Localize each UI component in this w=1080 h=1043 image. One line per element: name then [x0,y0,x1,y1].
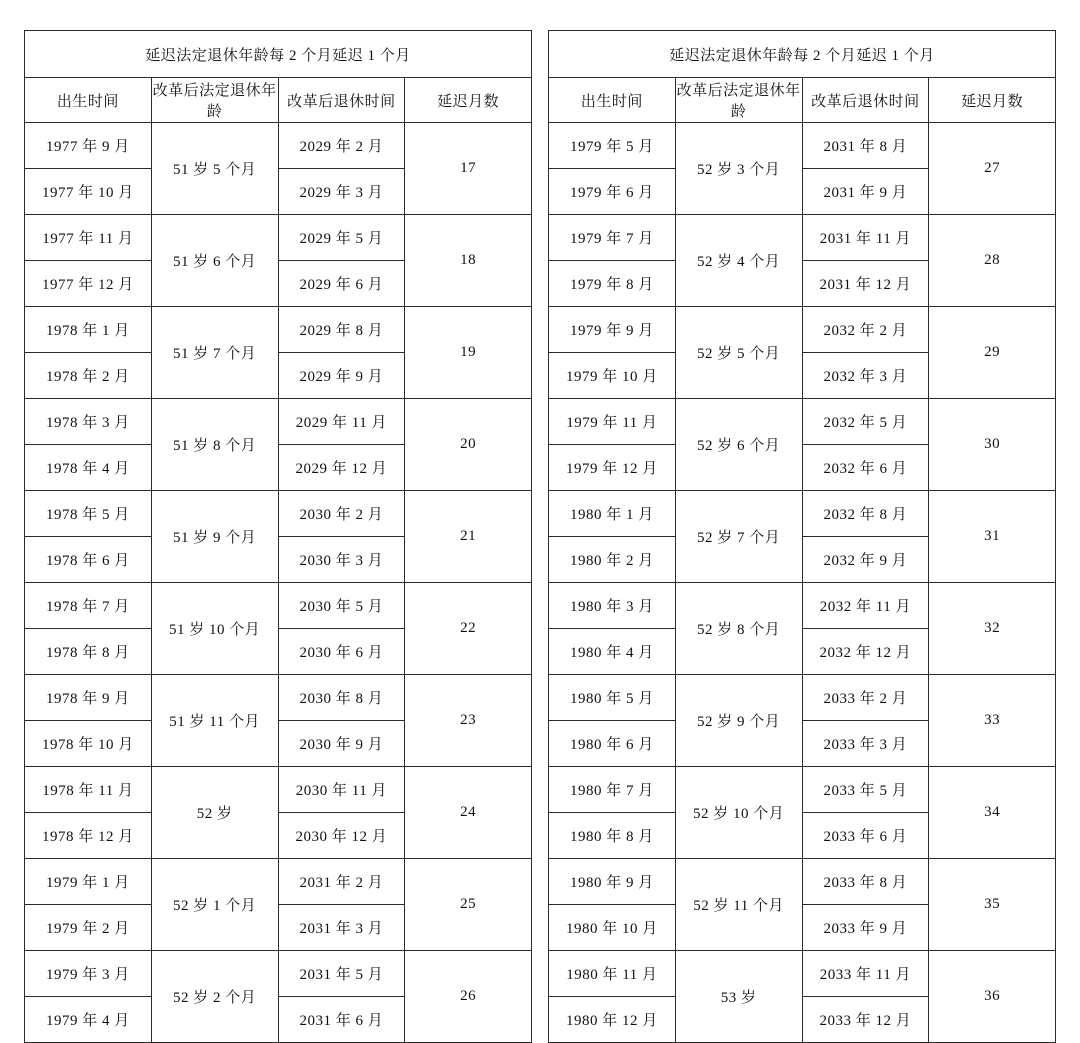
cell-birth: 1979 年 5 月 [549,123,676,169]
table-title-row [25,31,532,78]
cell-birth: 1979 年 8 月 [549,261,676,307]
cell-retirement-time: 2029 年 3 月 [278,169,405,215]
table-row [549,675,1056,721]
cell-delay-months: 17 [405,123,532,215]
table-row [549,491,1056,537]
cell-retirement-time: 2030 年 12 月 [278,813,405,859]
cell-birth: 1979 年 2 月 [25,905,152,951]
table-row [25,675,532,721]
table-header-row [25,78,532,123]
table-row [549,859,1056,905]
cell-birth: 1978 年 3 月 [25,399,152,445]
table-title: 延迟法定退休年龄每 2 个月延迟 1 个月 [549,31,1056,78]
cell-delay-months: 22 [405,583,532,675]
cell-birth: 1980 年 1 月 [549,491,676,537]
cell-retirement-time: 2033 年 2 月 [802,675,929,721]
cell-retirement-age: 51 岁 7 个月 [151,307,278,399]
cell-retirement-age: 52 岁 1 个月 [151,859,278,951]
table-header-row [549,78,1056,123]
column-header-retirement-time: 改革后退休时间 [278,78,405,123]
column-header-birth: 出生时间 [25,78,152,123]
cell-birth: 1980 年 7 月 [549,767,676,813]
cell-retirement-time: 2029 年 5 月 [278,215,405,261]
cell-birth: 1979 年 4 月 [25,997,152,1043]
cell-retirement-age: 51 岁 10 个月 [151,583,278,675]
cell-retirement-time: 2033 年 12 月 [802,997,929,1043]
cell-retirement-time: 2030 年 6 月 [278,629,405,675]
cell-delay-months: 23 [405,675,532,767]
cell-retirement-age: 52 岁 7 个月 [675,491,802,583]
cell-retirement-age: 52 岁 8 个月 [675,583,802,675]
cell-retirement-time: 2029 年 6 月 [278,261,405,307]
cell-retirement-time: 2031 年 3 月 [278,905,405,951]
cell-retirement-time: 2029 年 2 月 [278,123,405,169]
table-row [549,123,1056,169]
table-row [25,307,532,353]
cell-birth: 1978 年 5 月 [25,491,152,537]
cell-retirement-age: 52 岁 5 个月 [675,307,802,399]
cell-retirement-time: 2033 年 3 月 [802,721,929,767]
cell-birth: 1977 年 11 月 [25,215,152,261]
cell-birth: 1978 年 2 月 [25,353,152,399]
cell-birth: 1978 年 8 月 [25,629,152,675]
table-row [25,583,532,629]
cell-retirement-time: 2033 年 8 月 [802,859,929,905]
cell-retirement-time: 2030 年 2 月 [278,491,405,537]
cell-delay-months: 35 [929,859,1056,951]
cell-birth: 1979 年 11 月 [549,399,676,445]
cell-birth: 1977 年 12 月 [25,261,152,307]
cell-retirement-time: 2030 年 5 月 [278,583,405,629]
cell-birth: 1980 年 5 月 [549,675,676,721]
cell-delay-months: 26 [405,951,532,1043]
cell-delay-months: 32 [929,583,1056,675]
table-row [25,399,532,445]
cell-retirement-time: 2030 年 11 月 [278,767,405,813]
cell-retirement-time: 2032 年 6 月 [802,445,929,491]
cell-delay-months: 20 [405,399,532,491]
cell-birth: 1979 年 7 月 [549,215,676,261]
cell-retirement-time: 2031 年 11 月 [802,215,929,261]
table-row [549,307,1056,353]
cell-retirement-time: 2029 年 9 月 [278,353,405,399]
cell-delay-months: 31 [929,491,1056,583]
cell-retirement-time: 2033 年 9 月 [802,905,929,951]
cell-birth: 1980 年 4 月 [549,629,676,675]
column-header-delay-months: 延迟月数 [405,78,532,123]
cell-retirement-time: 2031 年 9 月 [802,169,929,215]
cell-retirement-time: 2032 年 9 月 [802,537,929,583]
table-row [25,951,532,997]
cell-retirement-time: 2030 年 3 月 [278,537,405,583]
cell-retirement-time: 2032 年 12 月 [802,629,929,675]
cell-retirement-age: 51 岁 5 个月 [151,123,278,215]
table-row [25,859,532,905]
table-title-row [549,31,1056,78]
cell-birth: 1980 年 11 月 [549,951,676,997]
cell-retirement-time: 2031 年 6 月 [278,997,405,1043]
table-title: 延迟法定退休年龄每 2 个月延迟 1 个月 [25,31,532,78]
cell-delay-months: 34 [929,767,1056,859]
cell-retirement-time: 2033 年 5 月 [802,767,929,813]
cell-retirement-time: 2032 年 11 月 [802,583,929,629]
cell-retirement-time: 2033 年 6 月 [802,813,929,859]
cell-retirement-time: 2031 年 12 月 [802,261,929,307]
table-row [25,767,532,813]
cell-delay-months: 27 [929,123,1056,215]
cell-birth: 1978 年 6 月 [25,537,152,583]
cell-retirement-time: 2032 年 5 月 [802,399,929,445]
cell-birth: 1980 年 3 月 [549,583,676,629]
table-row [25,491,532,537]
column-header-retirement-age: 改革后法定退休年龄 [151,78,278,123]
column-header-delay-months: 延迟月数 [929,78,1056,123]
cell-birth: 1980 年 8 月 [549,813,676,859]
cell-delay-months: 18 [405,215,532,307]
cell-retirement-time: 2029 年 12 月 [278,445,405,491]
cell-birth: 1978 年 10 月 [25,721,152,767]
cell-delay-months: 30 [929,399,1056,491]
cell-retirement-time: 2033 年 11 月 [802,951,929,997]
cell-retirement-time: 2030 年 8 月 [278,675,405,721]
cell-birth: 1977 年 10 月 [25,169,152,215]
table-row [549,767,1056,813]
retirement-schedule-table-right [548,30,1056,1043]
table-row [549,399,1056,445]
cell-delay-months: 21 [405,491,532,583]
retirement-schedule-table-left [24,30,532,1043]
cell-retirement-time: 2031 年 8 月 [802,123,929,169]
cell-delay-months: 33 [929,675,1056,767]
cell-birth: 1979 年 1 月 [25,859,152,905]
cell-birth: 1979 年 12 月 [549,445,676,491]
cell-birth: 1978 年 12 月 [25,813,152,859]
cell-retirement-time: 2029 年 8 月 [278,307,405,353]
cell-retirement-time: 2029 年 11 月 [278,399,405,445]
cell-birth: 1978 年 11 月 [25,767,152,813]
cell-birth: 1980 年 6 月 [549,721,676,767]
table-row [549,215,1056,261]
cell-birth: 1977 年 9 月 [25,123,152,169]
cell-birth: 1980 年 12 月 [549,997,676,1043]
table-row [25,123,532,169]
cell-retirement-age: 52 岁 2 个月 [151,951,278,1043]
cell-retirement-time: 2032 年 3 月 [802,353,929,399]
cell-birth: 1978 年 9 月 [25,675,152,721]
cell-retirement-age: 52 岁 6 个月 [675,399,802,491]
column-header-birth: 出生时间 [549,78,676,123]
cell-retirement-age: 51 岁 8 个月 [151,399,278,491]
cell-retirement-age: 51 岁 11 个月 [151,675,278,767]
cell-birth: 1979 年 3 月 [25,951,152,997]
cell-delay-months: 28 [929,215,1056,307]
cell-delay-months: 29 [929,307,1056,399]
cell-delay-months: 19 [405,307,532,399]
table-row [25,215,532,261]
cell-delay-months: 25 [405,859,532,951]
table-row [549,583,1056,629]
cell-retirement-age: 51 岁 9 个月 [151,491,278,583]
cell-retirement-time: 2031 年 5 月 [278,951,405,997]
cell-birth: 1978 年 7 月 [25,583,152,629]
cell-retirement-age: 52 岁 [151,767,278,859]
cell-retirement-time: 2032 年 8 月 [802,491,929,537]
column-header-retirement-time: 改革后退休时间 [802,78,929,123]
cell-birth: 1978 年 4 月 [25,445,152,491]
cell-retirement-age: 52 岁 9 个月 [675,675,802,767]
cell-retirement-time: 2031 年 2 月 [278,859,405,905]
cell-birth: 1980 年 10 月 [549,905,676,951]
cell-birth: 1979 年 10 月 [549,353,676,399]
cell-retirement-age: 52 岁 10 个月 [675,767,802,859]
cell-birth: 1979 年 9 月 [549,307,676,353]
cell-birth: 1980 年 9 月 [549,859,676,905]
cell-retirement-age: 51 岁 6 个月 [151,215,278,307]
cell-delay-months: 36 [929,951,1056,1043]
cell-retirement-age: 52 岁 11 个月 [675,859,802,951]
cell-birth: 1978 年 1 月 [25,307,152,353]
cell-retirement-age: 52 岁 4 个月 [675,215,802,307]
column-header-retirement-age: 改革后法定退休年龄 [675,78,802,123]
cell-birth: 1980 年 2 月 [549,537,676,583]
table-row [549,951,1056,997]
cell-retirement-time: 2030 年 9 月 [278,721,405,767]
cell-retirement-time: 2032 年 2 月 [802,307,929,353]
cell-delay-months: 24 [405,767,532,859]
cell-retirement-age: 53 岁 [675,951,802,1043]
cell-retirement-age: 52 岁 3 个月 [675,123,802,215]
cell-birth: 1979 年 6 月 [549,169,676,215]
